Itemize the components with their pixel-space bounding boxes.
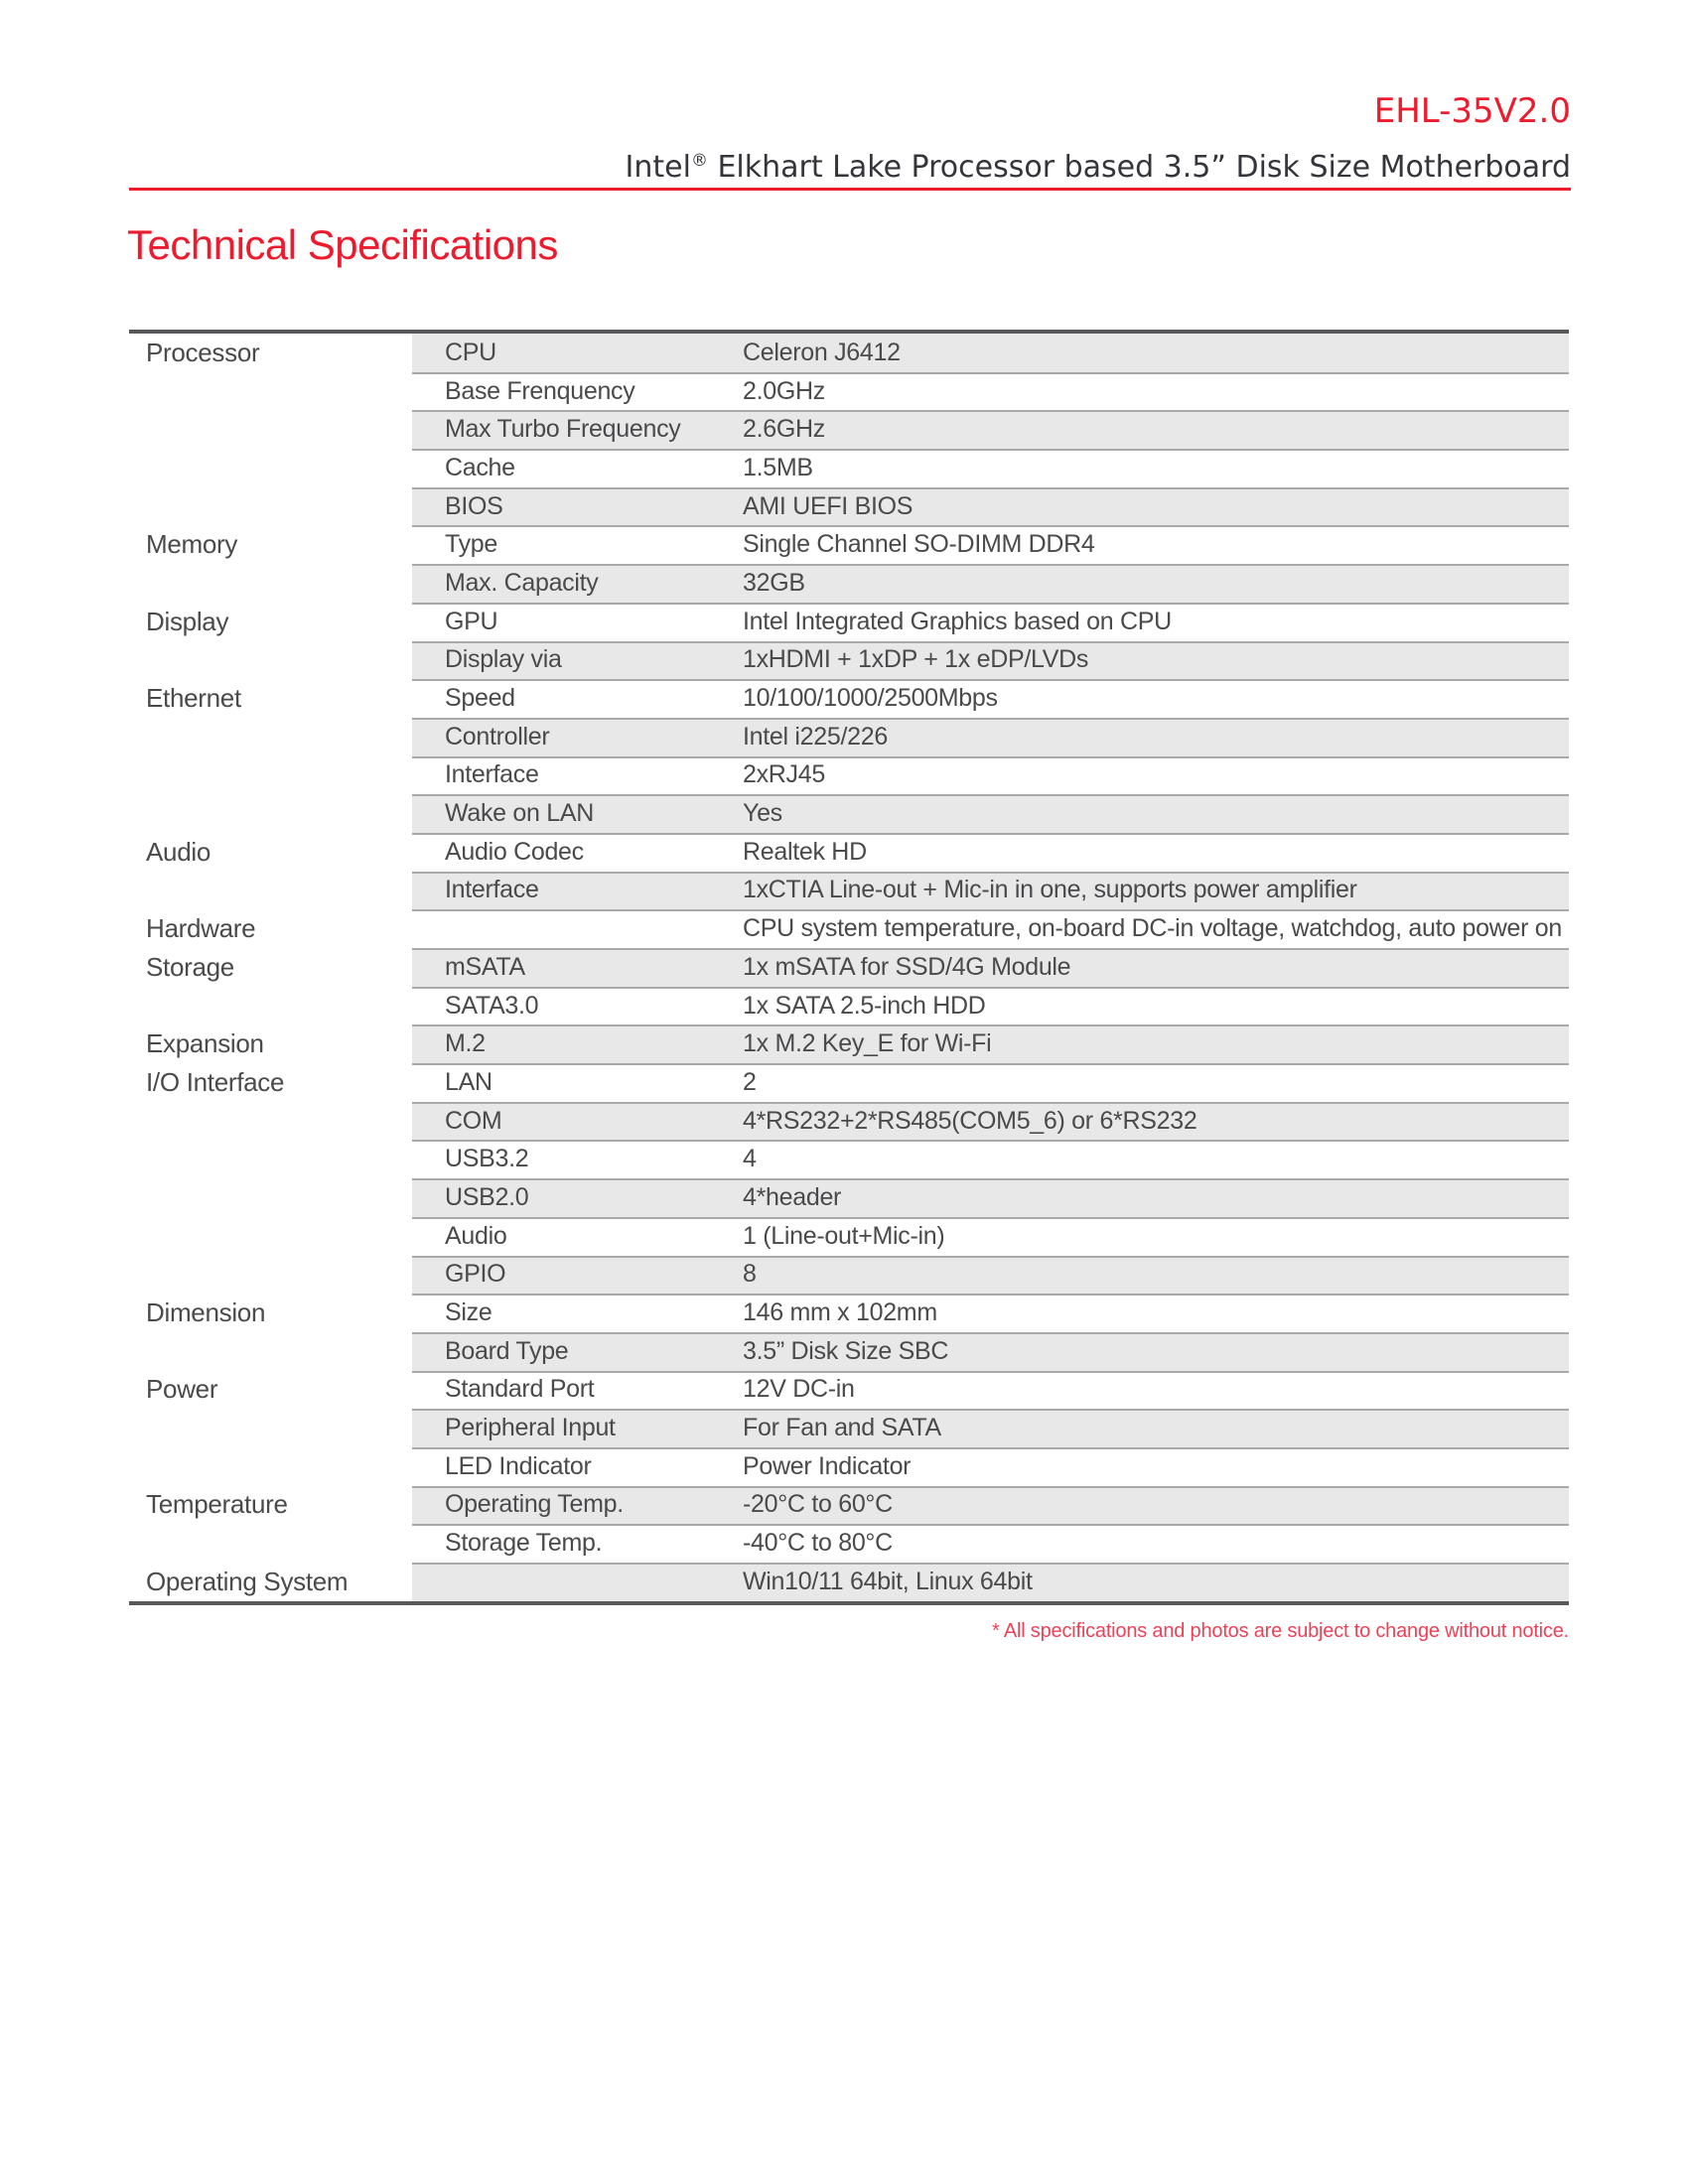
- spec-value: 1x SATA 2.5-inch HDD: [743, 991, 986, 1020]
- document-header: [129, 93, 1571, 191]
- table-row: [129, 603, 1569, 641]
- table-row: [129, 679, 1569, 718]
- table-row: [129, 872, 1569, 910]
- spec-row-band: [412, 948, 1569, 987]
- spec-row-band: [412, 833, 1569, 872]
- spec-category: Operating System: [129, 1563, 412, 1601]
- spec-row-band: [412, 1178, 1569, 1217]
- table-row: [129, 1024, 1569, 1063]
- table-row: [129, 372, 1569, 411]
- spec-label: SATA3.0: [445, 991, 539, 1020]
- spec-value: AMI UEFI BIOS: [743, 491, 914, 520]
- spec-label: M.2: [445, 1029, 486, 1058]
- table-row: [129, 1409, 1569, 1447]
- table-row: [129, 1063, 1569, 1102]
- spec-category: [129, 872, 412, 910]
- spec-category: [129, 718, 412, 756]
- table-row: [129, 487, 1569, 526]
- spec-label: BIOS: [445, 491, 503, 520]
- spec-category: Storage: [129, 948, 412, 987]
- spec-value: 3.5” Disk Size SBC: [743, 1336, 949, 1365]
- spec-category: I/O Interface: [129, 1063, 412, 1102]
- spec-label: Display via: [445, 645, 562, 674]
- spec-label: Interface: [445, 876, 539, 904]
- header-rule-divider: [129, 188, 1571, 191]
- spec-row-band: [412, 718, 1569, 756]
- table-row: [129, 833, 1569, 872]
- spec-label: Cache: [445, 453, 515, 481]
- spec-row-band: [412, 603, 1569, 641]
- spec-value: 1xHDMI + 1xDP + 1x eDP/LVDs: [743, 645, 1089, 674]
- spec-value: Power Indicator: [743, 1451, 912, 1480]
- table-row: [129, 410, 1569, 449]
- spec-value: CPU system temperature, on-board DC-in voltage, watchdog, auto power on: [743, 914, 1562, 943]
- spec-row-band: [412, 909, 1569, 948]
- spec-row-band: [412, 1332, 1569, 1371]
- spec-value: 2.6GHz: [743, 415, 825, 444]
- table-row: [129, 1256, 1569, 1295]
- spec-table: [129, 330, 1569, 1605]
- spec-category: [129, 641, 412, 680]
- table-row: [129, 1217, 1569, 1256]
- spec-row-band: [412, 449, 1569, 487]
- spec-value: 8: [743, 1260, 757, 1289]
- spec-label: GPU: [445, 607, 498, 635]
- spec-value: Single Channel SO-DIMM DDR4: [743, 530, 1095, 559]
- spec-value: 12V DC-in: [743, 1375, 855, 1404]
- spec-category: Memory: [129, 525, 412, 564]
- spec-value: Realtek HD: [743, 837, 867, 866]
- spec-value: 1 (Line-out+Mic-in): [743, 1221, 945, 1250]
- spec-label: Audio Codec: [445, 837, 584, 866]
- spec-row-band: [412, 1563, 1569, 1601]
- spec-row-band: [412, 794, 1569, 833]
- document-subtitle: [129, 145, 1571, 184]
- spec-label: Standard Port: [445, 1375, 595, 1404]
- spec-row-band: [412, 1524, 1569, 1563]
- spec-row-band: [412, 1486, 1569, 1525]
- spec-label: USB3.2: [445, 1145, 529, 1173]
- spec-label: GPIO: [445, 1260, 506, 1289]
- table-row: [129, 334, 1569, 372]
- spec-row-band: [412, 1217, 1569, 1256]
- spec-value: 1x M.2 Key_E for Wi-Fi: [743, 1029, 992, 1058]
- table-row: [129, 1332, 1569, 1371]
- spec-category: [129, 1332, 412, 1371]
- page-title: Technical Specifications: [127, 221, 558, 268]
- spec-row-band: [412, 1024, 1569, 1063]
- spec-row-band: [412, 756, 1569, 795]
- spec-category: [129, 1102, 412, 1141]
- spec-category: [129, 1524, 412, 1563]
- spec-value: 32GB: [743, 568, 805, 597]
- spec-value: 2: [743, 1067, 757, 1096]
- spec-row-band: [412, 372, 1569, 411]
- spec-row-band: [412, 525, 1569, 564]
- spec-row-band: [412, 679, 1569, 718]
- spec-label: [412, 1563, 743, 1601]
- spec-row-band: [412, 1102, 1569, 1141]
- spec-value: Intel Integrated Graphics based on CPU: [743, 607, 1172, 635]
- spec-value: For Fan and SATA: [743, 1414, 941, 1442]
- spec-category: [129, 410, 412, 449]
- spec-value: -40°C to 80°C: [743, 1529, 893, 1558]
- spec-category: [129, 449, 412, 487]
- table-row: [129, 1486, 1569, 1525]
- subtitle-rest: Elkhart Lake Processor based 3.5” Disk Size Motherboard: [707, 150, 1571, 185]
- table-row: [129, 641, 1569, 680]
- spec-value: Celeron J6412: [743, 338, 901, 366]
- spec-value: Intel i225/226: [743, 722, 888, 751]
- spec-category: [129, 794, 412, 833]
- spec-row-band: [412, 334, 1569, 372]
- spec-category: Expansion: [129, 1024, 412, 1063]
- spec-category: Temperature: [129, 1486, 412, 1525]
- spec-label: Board Type: [445, 1336, 569, 1365]
- spec-category: [129, 372, 412, 411]
- table-row: [129, 756, 1569, 795]
- spec-category: [129, 1256, 412, 1295]
- spec-row-band: [412, 564, 1569, 603]
- table-row: [129, 1178, 1569, 1217]
- spec-label: USB2.0: [445, 1182, 529, 1211]
- spec-row-band: [412, 1294, 1569, 1332]
- table-row: [129, 1294, 1569, 1332]
- table-row: [129, 1563, 1569, 1601]
- spec-row-band: [412, 1063, 1569, 1102]
- spec-label: Wake on LAN: [445, 799, 595, 828]
- spec-category: [129, 1178, 412, 1217]
- spec-value: 1.5MB: [743, 453, 813, 481]
- spec-row-band: [412, 987, 1569, 1025]
- spec-label: [412, 909, 743, 948]
- spec-label: Storage Temp.: [445, 1529, 603, 1558]
- spec-label: Controller: [445, 722, 550, 751]
- disclaimer-footnote: * All specifications and photos are subject to change without notice.: [991, 1620, 1569, 1642]
- spec-label: Operating Temp.: [445, 1490, 624, 1519]
- spec-category: Power: [129, 1371, 412, 1410]
- table-row: [129, 948, 1569, 987]
- spec-category: Display: [129, 603, 412, 641]
- spec-value: 4*header: [743, 1182, 842, 1211]
- spec-value: 146 mm x 102mm: [743, 1298, 937, 1327]
- spec-label: Audio: [445, 1221, 507, 1250]
- spec-category: Processor: [129, 334, 412, 372]
- spec-value: Yes: [743, 799, 782, 828]
- spec-category: [129, 1217, 412, 1256]
- spec-row-band: [412, 487, 1569, 526]
- spec-value: 1x mSATA for SSD/4G Module: [743, 952, 1071, 981]
- subtitle-brand: Intel: [625, 150, 691, 185]
- spec-value: 10/100/1000/2500Mbps: [743, 684, 998, 713]
- spec-category: [129, 564, 412, 603]
- table-row: [129, 1447, 1569, 1486]
- spec-row-band: [412, 1447, 1569, 1486]
- spec-row-band: [412, 1140, 1569, 1178]
- spec-category: [129, 1409, 412, 1447]
- spec-row-band: [412, 872, 1569, 910]
- spec-category: [129, 487, 412, 526]
- spec-label: COM: [445, 1106, 502, 1135]
- table-row: [129, 1140, 1569, 1178]
- spec-label: LED Indicator: [445, 1451, 592, 1480]
- table-row: [129, 909, 1569, 948]
- spec-value: -20°C to 60°C: [743, 1490, 893, 1519]
- table-row: [129, 1371, 1569, 1410]
- table-row: [129, 1524, 1569, 1563]
- table-row: [129, 987, 1569, 1025]
- spec-row-band: [412, 1409, 1569, 1447]
- spec-category: Audio: [129, 833, 412, 872]
- spec-category: [129, 1140, 412, 1178]
- spec-category: Ethernet: [129, 679, 412, 718]
- spec-label: Peripheral Input: [445, 1414, 616, 1442]
- model-number: EHL-35V2.0: [1373, 91, 1571, 131]
- spec-label: Speed: [445, 684, 515, 713]
- table-row: [129, 718, 1569, 756]
- spec-label: Type: [445, 530, 497, 559]
- spec-row-band: [412, 641, 1569, 680]
- spec-category: [129, 756, 412, 795]
- spec-label: CPU: [445, 338, 496, 366]
- spec-row-band: [412, 410, 1569, 449]
- spec-label: Max Turbo Frequency: [445, 415, 681, 444]
- table-row: [129, 525, 1569, 564]
- spec-category: Hardware: [129, 909, 412, 948]
- table-row: [129, 794, 1569, 833]
- spec-value: 2.0GHz: [743, 376, 825, 405]
- spec-category: [129, 987, 412, 1025]
- spec-label: mSATA: [445, 952, 525, 981]
- spec-category: Dimension: [129, 1294, 412, 1332]
- spec-value: 2xRJ45: [743, 760, 825, 789]
- spec-label: Base Frenquency: [445, 376, 635, 405]
- table-row: [129, 449, 1569, 487]
- table-row: [129, 564, 1569, 603]
- spec-category: [129, 1447, 412, 1486]
- spec-row-band: [412, 1371, 1569, 1410]
- registered-mark: ®: [690, 151, 708, 171]
- spec-label: Size: [445, 1298, 492, 1327]
- spec-row-band: [412, 1256, 1569, 1295]
- spec-value: 4: [743, 1145, 757, 1173]
- table-row: [129, 1102, 1569, 1141]
- spec-value: 1xCTIA Line-out + Mic-in in one, supports power amplifier: [743, 876, 1357, 904]
- spec-value: 4*RS232+2*RS485(COM5_6) or 6*RS232: [743, 1106, 1197, 1135]
- spec-value: Win10/11 64bit, Linux 64bit: [743, 1567, 1033, 1595]
- spec-label: LAN: [445, 1067, 492, 1096]
- spec-label: Interface: [445, 760, 539, 789]
- spec-label: Max. Capacity: [445, 568, 599, 597]
